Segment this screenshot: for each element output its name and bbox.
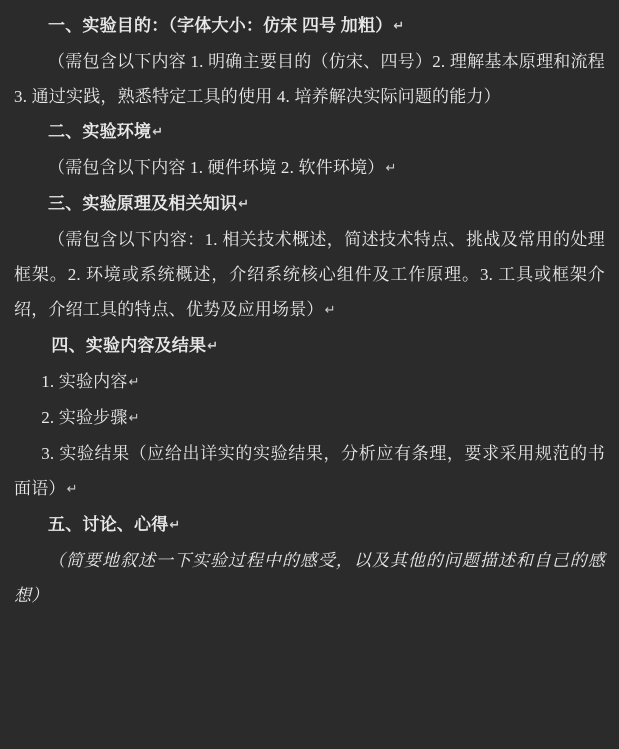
- section-2-body-text: （需包含以下内容 1. 硬件环境 2. 软件环境）: [48, 158, 385, 177]
- paragraph-mark-icon: [385, 161, 397, 176]
- paragraph-mark-icon: [128, 375, 140, 390]
- section-2-body: [14, 150, 605, 186]
- section-4-item-2: [14, 400, 605, 436]
- section-5-body-text: （简要地叙述一下实验过程中的感受，以及其他的问题描述和自己的感想）: [14, 551, 605, 605]
- paragraph-mark-icon: [392, 19, 404, 34]
- section-2-heading: [14, 114, 605, 150]
- paragraph-mark-icon: [168, 518, 180, 533]
- paragraph-mark-icon: [128, 411, 140, 426]
- paragraph-mark-icon: [66, 482, 78, 497]
- section-3-heading: [14, 186, 605, 222]
- section-1-body-text: （需包含以下内容 1. 明确主要目的（仿宋、四号）2. 理解基本原理和流程 3. 通过实践，熟悉特定工具的使用 4. 培养解决实际问题的能力）: [14, 52, 605, 106]
- paragraph-mark-icon: [151, 125, 163, 140]
- section-1-body: [14, 44, 605, 114]
- section-4-item-1-text: 1. 实验内容: [41, 372, 128, 391]
- paragraph-mark-icon: [206, 339, 218, 354]
- paragraph-mark-icon: [324, 303, 336, 318]
- section-4-item-2-text: 2. 实验步骤: [41, 408, 128, 427]
- paragraph-mark-icon: [237, 197, 249, 212]
- section-4-item-3-text: 3. 实验结果（应给出详实的实验结果，分析应有条理，要求采用规范的书面语）: [14, 444, 605, 498]
- section-1-heading-text: 一、实验目的：（字体大小：仿宋 四号 加粗）: [48, 16, 393, 35]
- section-3-body-text: （需包含以下内容：1. 相关技术概述，简述技术特点、挑战及常用的处理框架。2. 环境或系统概述，介绍系统核心组件及工作原理。3. 工具或框架介绍，介绍工具的特点、优势及应用场景）: [14, 230, 605, 319]
- section-5-heading-text: 五、讨论、心得: [48, 515, 169, 534]
- section-4-item-1: [14, 364, 605, 400]
- section-5-body: [14, 543, 605, 613]
- section-2-heading-text: 二、实验环境: [48, 122, 152, 141]
- section-5-heading: [14, 507, 605, 543]
- section-3-heading-text: 三、实验原理及相关知识: [48, 194, 238, 213]
- section-4-heading: [14, 328, 605, 364]
- section-4-item-3: [14, 436, 605, 507]
- section-4-heading-text: 四、实验内容及结果: [51, 336, 207, 355]
- section-3-body: [14, 222, 605, 328]
- section-1-heading: [14, 8, 605, 44]
